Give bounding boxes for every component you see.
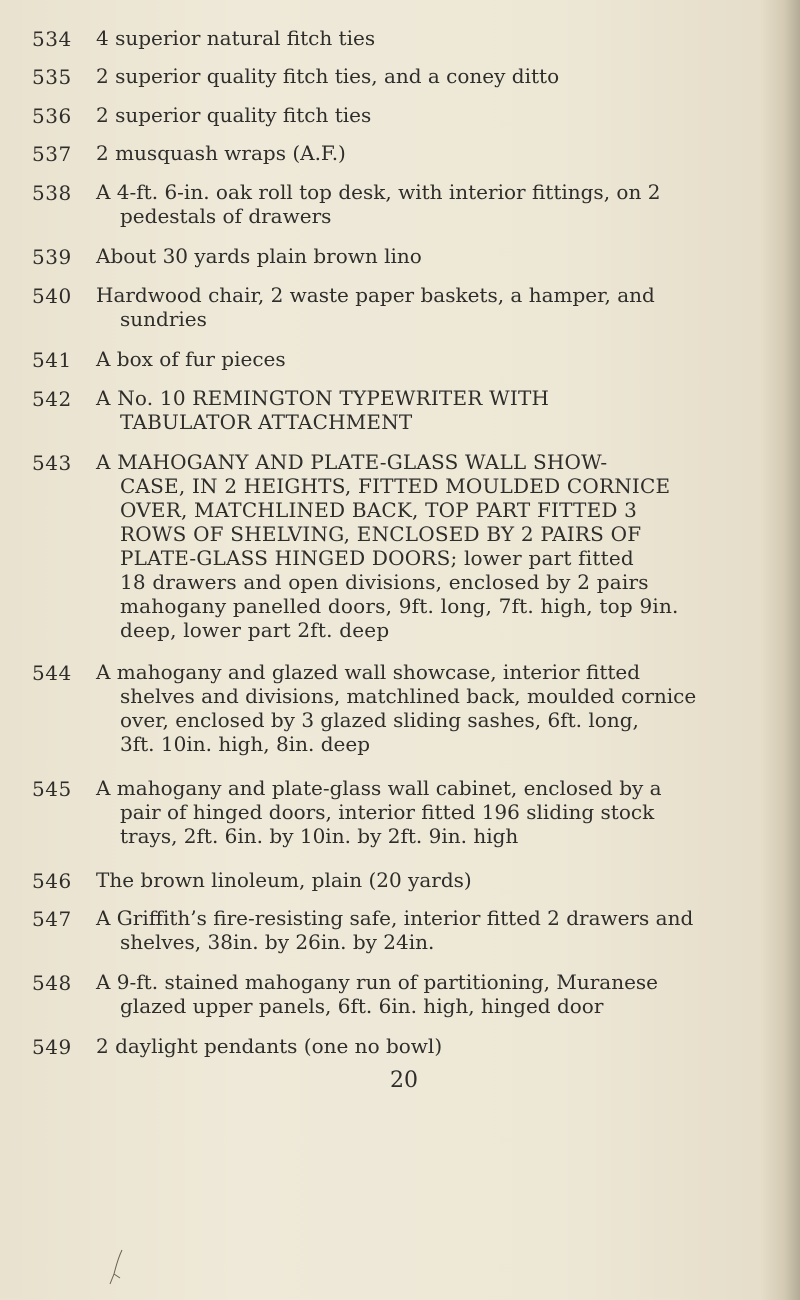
lot-description-line: 2 superior quality fitch ties bbox=[96, 103, 372, 127]
lot-number: 534 bbox=[32, 27, 72, 51]
lot-description-line: 2 musquash wraps (A.F.) bbox=[96, 141, 346, 165]
lot-description bbox=[96, 283, 776, 331]
lot-description-line: Hardwood chair, 2 waste paper baskets, a hamper, and bbox=[96, 283, 655, 307]
page-number: 20 bbox=[390, 1068, 418, 1093]
lot-description-line: pedestals of drawers bbox=[120, 204, 332, 228]
lot-description bbox=[96, 776, 776, 848]
lot-number: 546 bbox=[32, 869, 72, 893]
lot-description-line: over, enclosed by 3 glazed sliding sashes, 6ft. long, bbox=[120, 708, 639, 732]
lot-description bbox=[96, 868, 776, 892]
lot-description bbox=[96, 141, 776, 165]
lot-description-line: 3ft. 10in. high, 8in. deep bbox=[120, 732, 370, 756]
lot-description-line: shelves and divisions, matchlined back, moulded cornice bbox=[120, 684, 697, 708]
lot-description bbox=[96, 26, 776, 50]
lot-description-line: A mahogany and plate-glass wall cabinet, enclosed by a bbox=[96, 776, 662, 800]
lot-description-line: sundries bbox=[120, 307, 207, 331]
lot-description-line: mahogany panelled doors, 9ft. long, 7ft. high, top 9in. bbox=[120, 594, 679, 618]
lot-number: 537 bbox=[32, 142, 72, 166]
lot-description-line: 2 superior quality fitch ties, and a coney ditto bbox=[96, 64, 560, 88]
lot-description bbox=[96, 970, 776, 1018]
lot-description bbox=[96, 386, 776, 434]
lot-description-line: glazed upper panels, 6ft. 6in. high, hinged door bbox=[120, 994, 604, 1018]
lot-description-line: A MAHOGANY AND PLATE-GLASS WALL SHOW- bbox=[96, 450, 608, 474]
lot-description bbox=[96, 347, 776, 371]
lot-description bbox=[96, 244, 776, 268]
lot-number: 544 bbox=[32, 661, 72, 685]
lot-description-line: A No. 10 REMINGTON TYPEWRITER WITH bbox=[96, 386, 550, 410]
lot-description-line: A box of fur pieces bbox=[96, 347, 286, 371]
lot-description bbox=[96, 180, 776, 228]
lot-number: 548 bbox=[32, 971, 72, 995]
lot-number: 543 bbox=[32, 451, 72, 475]
lot-number: 540 bbox=[32, 284, 72, 308]
lot-description bbox=[96, 103, 776, 127]
lot-description-line: deep, lower part 2ft. deep bbox=[120, 618, 390, 642]
lot-number: 549 bbox=[32, 1035, 72, 1059]
lot-description-line: A 9-ft. stained mahogany run of partitioning, Muranese bbox=[96, 970, 659, 994]
lot-number: 535 bbox=[32, 65, 72, 89]
lot-description-line: A mahogany and glazed wall showcase, interior fitted bbox=[96, 660, 641, 684]
lot-description-line: PLATE-GLASS HINGED DOORS; lower part fitted bbox=[120, 546, 634, 570]
lot-description-line: shelves, 38in. by 26in. by 24in. bbox=[120, 930, 435, 954]
lot-number: 536 bbox=[32, 104, 72, 128]
lot-description-line: ROWS OF SHELVING, ENCLOSED BY 2 PAIRS OF bbox=[120, 522, 642, 546]
lot-description-line: 4 superior natural fitch ties bbox=[96, 26, 376, 50]
lot-number: 547 bbox=[32, 907, 72, 931]
lot-number: 538 bbox=[32, 181, 72, 205]
lot-number: 539 bbox=[32, 245, 72, 269]
lot-description-line: A 4-ft. 6-in. oak roll top desk, with interior fittings, on 2 bbox=[96, 180, 661, 204]
lot-description-line: pair of hinged doors, interior fitted 196 sliding stock bbox=[120, 800, 655, 824]
lot-description bbox=[96, 64, 776, 88]
lot-description-line: OVER, MATCHLINED BACK, TOP PART FITTED 3 bbox=[120, 498, 638, 522]
pencil-mark-icon bbox=[108, 1248, 128, 1288]
lot-description-line: A Griffith’s fire-resisting safe, interior fitted 2 drawers and bbox=[96, 906, 694, 930]
lot-description bbox=[96, 906, 776, 954]
lot-description-line: About 30 yards plain brown lino bbox=[96, 244, 422, 268]
lot-description-line: The brown linoleum, plain (20 yards) bbox=[96, 868, 472, 892]
lot-description bbox=[96, 1034, 776, 1058]
lot-description-line: CASE, IN 2 HEIGHTS, FITTED MOULDED CORNICE bbox=[120, 474, 671, 498]
lot-number: 541 bbox=[32, 348, 72, 372]
lot-number: 542 bbox=[32, 387, 72, 411]
lot-description bbox=[96, 660, 776, 756]
lot-description bbox=[96, 450, 776, 642]
lot-description-line: 18 drawers and open divisions, enclosed by 2 pairs bbox=[120, 570, 649, 594]
lot-description-line: trays, 2ft. 6in. by 10in. by 2ft. 9in. high bbox=[120, 824, 519, 848]
lot-number: 545 bbox=[32, 777, 72, 801]
lot-description-line: TABULATOR ATTACHMENT bbox=[120, 410, 413, 434]
lot-description-line: 2 daylight pendants (one no bowl) bbox=[96, 1034, 443, 1058]
